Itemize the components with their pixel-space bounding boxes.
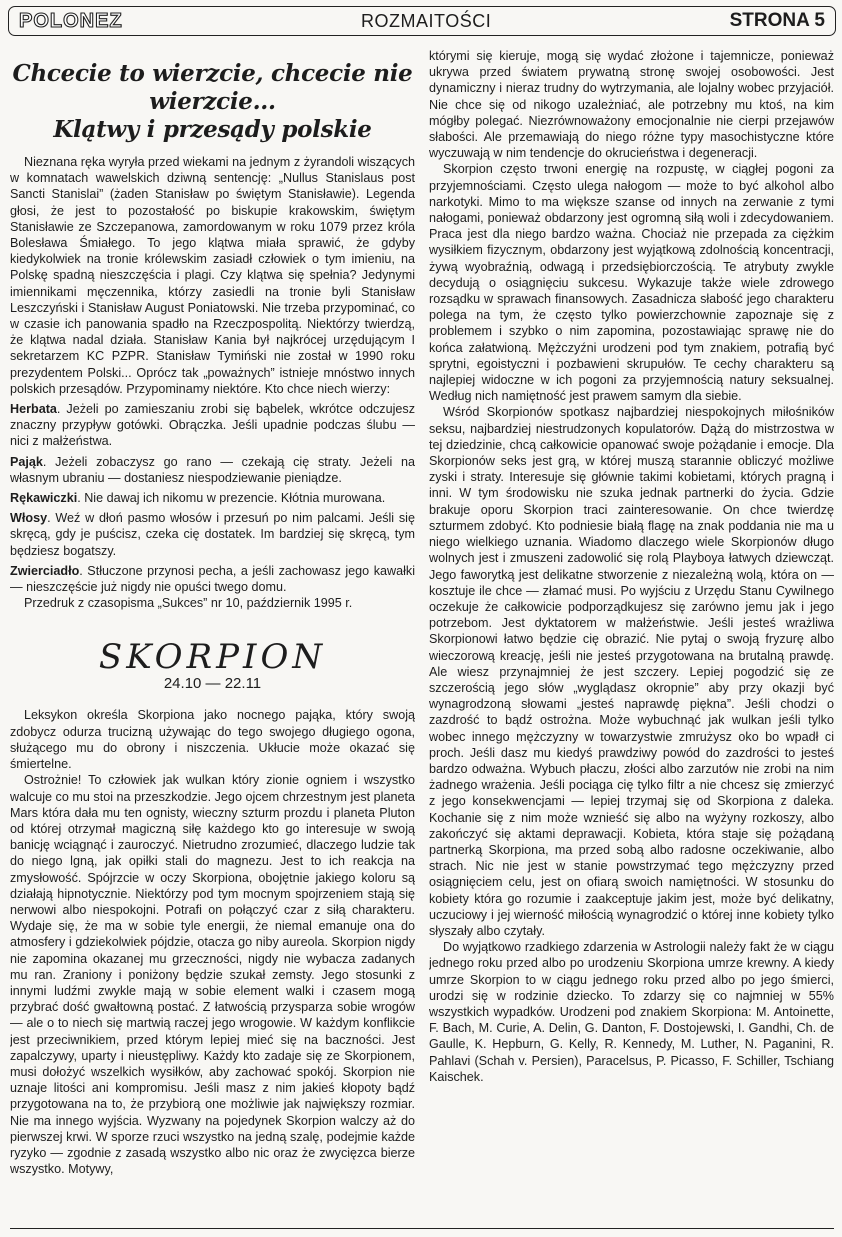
zodiac-dates: 24.10 — 22.11 [163,675,262,693]
article-source: Przedruk z czasopisma „Sukces” nr 10, październik 1995 r. [24,596,353,611]
zodiac-paragraph: Do wyjątkowo rzadkiego zdarzenia w Astrologii należy fakt że w ciągu jednego roku przed albo po urodzeniu Skorpiona umrze krewny. A kiedy umrze Skorpion to w ciągu jednego roku przed albo po jego śmierci, urodzi się w rodzinie dziecko. To zdarzy się co najmniej w 55% wszystkich wypadków. Urodzeni pod znakiem Skorpiona: M. Antoinette, F. Bach, M. Curie, A. Delin, G. Danton, F. Dostojewski, I. Gandhi, Ch. de Gaulle, K. Hepburn, G. Kelly, R. Kennedy, M. Luther, N. Paganini, R. Pahlavi (Schah v. Persien), Paracelsus, P. Picasso, F. Schiller, Tschiang Kaischek. [429,940,834,1084]
zodiac-heading [10,639,415,693]
zodiac-paragraph: Ostrożnie! To człowiek jak wulkan który zionie ogniem i wszystko walcuje co mu stoi na przeszkodzie. Jego ojcem chrzestnym jest planeta Mars która dała mu ten ognisty, wieczny szturm prozdu i planeta Pluton od której otrzymał magiczną siłę każdego kto go interesuje w swoją banicję wciągnąć i zauroczyć. Nietrudno zrozumieć, dlaczego ludzie tak do niego lgną, jak opiłki stali do magnezu. Jest to ich reakcja na zmysłowość. Spójrzcie w oczy Skorpiona, obojętnie jakiego koloru są działają hipnotycznie. Niektórzy pod tym mocnym spojrzeniem stają się nerwowi albo niespokojni. Potrafi on połączyć czar z siłą charakteru. Wydaje się, że ma w sobie tyle energii, że niemal emanuje ona do atmosfery i gdziekolwiek pójdzie, otacza go niby aureola. Skorpion nigdy nie zapomina okazanej mu grzeczności, nigdy nie wybacza zadanych mu ran. Zraniony i poniżony będzie szukał zemsty. Jego stosunki z innymi ludźmi zwykle mają w sobie element walki i czasem mogą przybrać dość gwałtowną postać. Z łatwością przysparza sobie wrogów — ale o to niech się martwią raczej jego wrogowie. W każdym konflikcie jest przeciwnikiem, przed którym lepiej mieć się na baczności. Jest zapalczywy, uparty i nieustępliwy. Każdy kto zadaje się ze Skorpionem, musi dołożyć wszelkich wysiłków, aby zachować spokój. Skorpion nie uznaje litości ani kompromisu. Jeśli masz z nim jakieś kłopoty bądź przygotowana na to, że przybiorą one możliwie jak największy rozmiar. Nie ma innego wyjścia. Wyzwany na pojedynek Skorpion walczy aż do pierwszej krwi. W sporze rzuci wszystko na jedną szalę, podejmie każde ryzyko — zgodnie z zasadą wszystko albo nic oraz że zwycięzca bierze wszystko. Motywy, [10,773,415,1177]
zodiac-sign-title: SKORPION [98,637,327,678]
page-number: STRONA 5 [729,10,825,31]
superstition-term: Włosy [10,511,48,526]
superstition-text: . Jeżeli zobaczysz go rano — czekają cię straty. Jeżeli na własnym ubraniu — dostaniesz niespodziewanie pieniądze. [10,454,415,485]
superstition-text: . Nie dawaj ich nikomu w prezencie. Kłótnia murowana. [77,491,386,506]
article-title [10,60,415,144]
zodiac-paragraph: Wśród Skorpionów spotkasz najbardziej niespokojnych miłośników seksu, najbardziej niestrudzonych kopulatorów. Dążą do mistrzostwa w tej dziedzinie, chcą całkowicie opanować swoje pożądanie i emocje. Dla Skorpionów seks jest grą, w której muszą starannie obliczyć możliwe zyski i straty. Interesuje się głównie takimi kobietami, których pragną i inni. W tym środowisku nie szuka jednak partnerki do życia. Gdzie brakuje oporu Skorpion traci zainteresowanie. On chce twierdzę szturmem zdobyć. Kto podniesie białą flagę na znak poddania nie ma u niego wielkiego uznania. Wiadomo dlaczego wiele Skorpionów długo wolnych jest i zmuszeni zadowolić się rolą Playboya łatwych dziewcząt. Jego faworytką jest delikatne stworzenie z niezależną wolą, która on — kosztuje ile chce — złamać musi. Po wyjściu z Urzędu Stanu Cywilnego oczekuje że całkowicie podporządkujesz się zarówno jemu jak i jego potrzebom. Jest dyktatorem w małżeństwie. Jeśli jesteś wrażliwa Skorpionowi łatwo będzie cię obrazić. Nie pytaj o swoją fryzurę albo wieczorową kreację, jeśli nie jesteś przygotowana na brutalną prawdę. Ale wiesz przynajmniej że jest szczery. Lepiej pogodzić się ze szczerością jego słów „wyglądasz okropnie” aby przy okazji być wynagrodzoną słowami „jesteś naprawdę piękna”. Jeśli chodzi o zazdrość to bądź ostrożna. Może wybuchnąć jak wulkan jeśli tylko wobec innego mężczyzny w towarzystwie zmrużysz oko bo wpadł ci proch. Jeśli dasz mu kiedyś prawdziwy powód do zazdrości to jesteś bardzo odważna. Wybuch płaczu, złości albo zarzutów nie zrobi na nim żadnego wrażenia. Jeśli pociąga cię tylko filtr a nie chcesz się zmierzyć z jego konsekwencjami — lepiej trzymaj się od Skorpiona z daleka. Kochanie się z nim może wznieść się albo na wyżyny rozkoszy, albo zakończyć się aktami deprawacji. Kobieta, która staje się pożądaną partnerką Skorpiona, ma przed sobą albo radosne oczekiwanie, albo strach. Nic nie jest w stanie powstrzymać tego mężczyzny przed osiągnięciem celu, jest on ofiarą swoich namiętności. W stosunku do kobiety która go rozumie i zaakceptuje jakim jest, może być delikatny, uczuciowy i jej wierność miłością wynagrodzić o której inne kobiety tylko słyszały albo czytały. [429,405,834,938]
section-title: ROZMAITOŚCI [361,10,492,31]
superstition-text: . Jeżeli po zamieszaniu zrobi się bąbelek, wkrótce odczujesz znaczny przypływ gotówki. Obrączka. Jeśli upadnie podczas ślubu — nici z małżeństwa. [10,402,415,449]
superstition-text: . Weź w dłoń pasmo włosów i przesuń po nim palcami. Jeśli się skręcą, gdy je puścisz, czeka cię dostatek. Im bardziej się skręcą, tym będziesz bogatszy. [10,511,415,558]
left-column [10,48,415,1223]
zodiac-paragraph: którymi się kieruje, mogą się wydać złożone i tajemnicze, ponieważ ukrywa przed światem prywatną stronę swojej osobowości. Jest dynamiczny i nieraz trudny do wytrzymania, ale lojalny wobec przyjaciół. Nie chce się od nikogo uzależniać, ale potrzebny mu ktoś, na kim mógłby polegać. Niezrównoważony emocjonalnie nie cierpi przejawów słabości. Ale przemawiają do niego różne typy masochistyczne które wyczuwają w nim tendencje do okrucieństwa i degeneracji. [429,49,834,161]
zodiac-paragraph: Skorpion często trwoni energię na rozpustę, w ciągłej pogoni za przyjemnościami. Często ulega nałogom — może to być alkohol albo narkotyki. Mimo to ma większe szanse od innych na zerwanie z tymi nałogami, ponieważ obdarzony jest ogromną siłą woli i zdecydowaniem. Praca jest dla niego bardzo ważna. Chociaż nie przepada za ciężkim wysiłkiem fizycznym, obdarzony jest wyjątkową zdolnością koncentracji, żywą wyobraźnią, odwagą i przedsiębiorczością. Te atrybuty zwykle decydują o osiągnięciu sukcesu. Wykazuje także wiele zdrowego rozsądku w sprawach finansowych. Zasadnicza słabość jego charakteru polega na tym, że często tylko powierzchownie zapoznaje się z problemem i szybko o nim zapomina, pozostawiając sprawę nie do końca załatwioną. Mężczyźni urodzeni pod tym znakiem, potrafią być sprytni, egoistyczni i pozbawieni skrupułów. Te cechy charakteru są najlepiej widoczne w ich pogoni za przyjemnością natury seksualnej. Według nich namiętność jest prawem samym dla siebie. [429,162,834,404]
superstition-item [10,490,415,506]
publication-logo: POLONEZ [19,9,123,32]
article-title-line2: Klątwy i przesądy polskie [53,116,372,143]
superstition-item [10,563,415,595]
page-header [8,6,836,36]
superstition-item [10,401,415,450]
superstition-term: Herbata [10,402,57,417]
superstition-term: Rękawiczki [10,491,78,506]
article-intro: Nieznana ręka wyryła przed wiekami na jednym z żyrandoli wiszących w komnatach wawelskich dziwną sentencję: „Nullus Stanislaus post Sancti Stanislai” (żaden Stanisław po świętym Stanisławie). Legenda głosi, że jest to pozostałość po biskupie krakowskim, świętym Stanisławie ze Szczepanowa, zamordowanym w roku 1079 przez króla Bolesława Śmiałego. To jego klątwa miała sprawić, że gdyby kiedykolwiek na tronie królewskim zasiadł człowiek o tym imieniu, na Polskę spadną nieszczęścia i plagi. Czy klątwa się spełnia? Jedynymi imiennikami męczennika, którzy zasiedli na tronie byli Stanisław Leszczyński i Stanisław August Poniatowski. Nie trzeba przypominać, co w czasie ich panowania spadło na Rzeczpospolitą. Niektórzy twierdzą, że klątwa nadal działa. Stanisław Kania był najkrócej urzędującym I sekretarzem KC PZPR. Stanisław Tymiński nie został w 1990 roku prezydentem Polski... Oprócz tak „poważnych” istnieje mnóstwo innych polskich przesądów. Przypominamy niektóre. Kto chce niech wierzy: [10,155,415,396]
bottom-divider [10,1228,834,1229]
columns [10,48,834,1223]
article-title-line1: Chcecie to wierzcie, chcecie nie wierzcie... [12,60,413,115]
right-column [429,48,834,1223]
superstition-item [10,510,415,559]
superstition-item [10,454,415,486]
superstition-text: . Stłuczone przynosi pecha, a jeśli zachowasz jego kawałki — nieszczęście już nigdy nie opuści twego domu. [10,563,415,595]
superstition-term: Pająk [10,454,43,469]
superstition-term: Zwierciadło [10,563,80,578]
zodiac-paragraph: Leksykon określa Skorpiona jako nocnego pająka, który swoją zdobycz odurza trucizną używając do tego swojego długiego ogona, służącego mu do obrony i niszczenia. Ukłucie może okazać się śmiertelne. [10,708,415,772]
